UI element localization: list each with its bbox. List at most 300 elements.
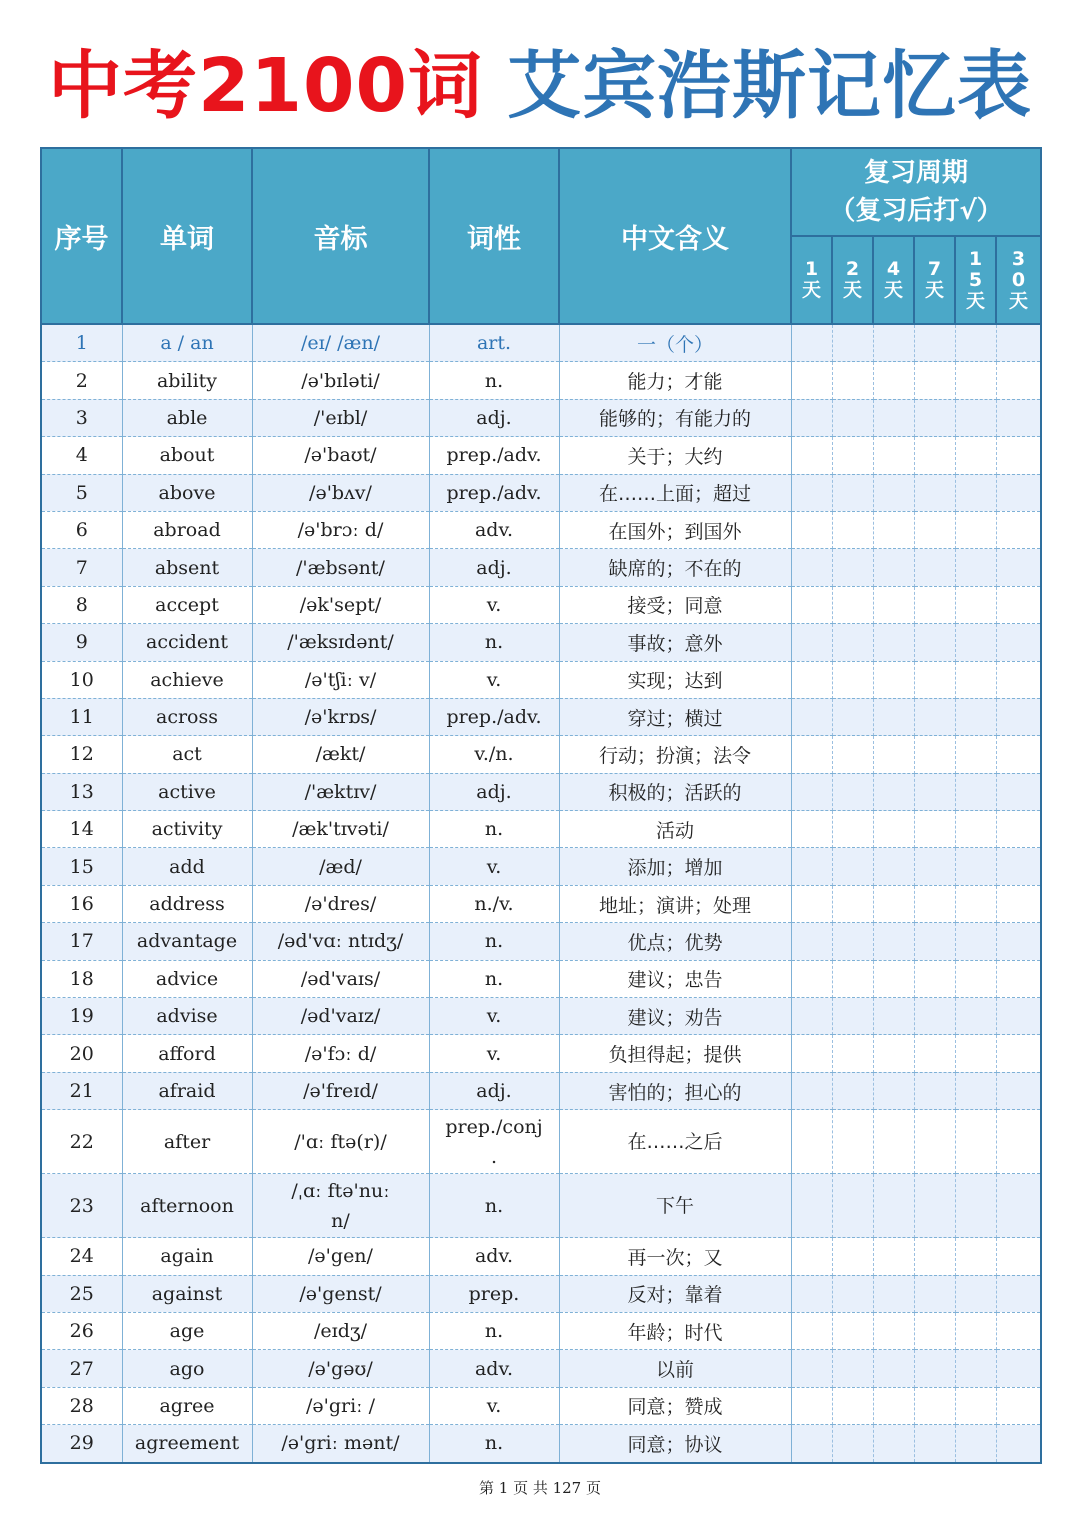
row-word: afford [122, 1035, 252, 1072]
review-day-number: 3 [1011, 247, 1026, 270]
row-phonetic: /ə'freɪd/ [252, 1072, 429, 1109]
review-checkbox-cell[interactable] [791, 1072, 832, 1109]
table-row [41, 923, 1041, 960]
row-meaning: 事故；意外 [559, 624, 791, 661]
review-checkbox-cell[interactable] [955, 773, 996, 810]
review-checkbox-cell[interactable] [873, 324, 914, 362]
review-checkbox-cell[interactable] [914, 474, 955, 511]
review-checkbox-cell[interactable] [955, 1238, 996, 1275]
review-checkbox-cell[interactable] [914, 773, 955, 810]
row-pos: n. [429, 362, 559, 399]
row-meaning: 在国外；到国外 [559, 511, 791, 548]
review-checkbox-cell[interactable] [791, 399, 832, 436]
review-day-number: 4 [886, 258, 901, 280]
row-number: 2 [41, 362, 122, 399]
review-checkbox-cell[interactable] [791, 1425, 832, 1463]
review-checkbox-cell[interactable] [832, 474, 873, 511]
row-phonetic: /'æbsənt/ [252, 549, 429, 586]
review-checkbox-cell[interactable] [996, 624, 1041, 661]
table-row [41, 511, 1041, 548]
row-number: 7 [41, 549, 122, 586]
row-number: 12 [41, 736, 122, 773]
review-checkbox-cell[interactable] [791, 998, 832, 1035]
review-checkbox-cell[interactable] [873, 1238, 914, 1275]
row-pos: v. [429, 586, 559, 623]
review-checkbox-cell[interactable] [873, 549, 914, 586]
review-checkbox-cell[interactable] [955, 324, 996, 362]
review-checkbox-cell[interactable] [996, 549, 1041, 586]
row-word: advantage [122, 923, 252, 960]
review-checkbox-cell[interactable] [996, 773, 1041, 810]
review-checkbox-cell[interactable] [914, 1072, 955, 1109]
title-red: 中考2100词 [48, 43, 483, 129]
review-checkbox-cell[interactable] [791, 1174, 832, 1238]
review-checkbox-cell[interactable] [955, 399, 996, 436]
review-checkbox-cell[interactable] [996, 1035, 1041, 1072]
review-checkbox-cell[interactable] [873, 511, 914, 548]
review-checkbox-cell[interactable] [914, 998, 955, 1035]
review-checkbox-cell[interactable] [832, 698, 873, 735]
review-checkbox-cell[interactable] [955, 960, 996, 997]
review-checkbox-cell[interactable] [955, 1350, 996, 1387]
row-pos: prep. [429, 1275, 559, 1312]
review-checkbox-cell[interactable] [914, 960, 955, 997]
review-checkbox-cell[interactable] [832, 661, 873, 698]
review-checkbox-cell[interactable] [914, 736, 955, 773]
review-checkbox-cell[interactable] [914, 848, 955, 885]
review-checkbox-cell[interactable] [832, 437, 873, 474]
row-phonetic: /əd'vaɪz/ [252, 998, 429, 1035]
review-checkbox-cell[interactable] [996, 1072, 1041, 1109]
review-checkbox-cell[interactable] [832, 811, 873, 848]
review-checkbox-cell[interactable] [873, 960, 914, 997]
review-day-unit: 天 [924, 279, 944, 301]
row-number: 3 [41, 399, 122, 436]
row-meaning: 穿过；横过 [559, 698, 791, 735]
review-checkbox-cell[interactable] [791, 1387, 832, 1424]
row-phonetic: /'æktɪv/ [252, 773, 429, 810]
row-number: 11 [41, 698, 122, 735]
row-phonetic: /æk'tɪvəti/ [252, 811, 429, 848]
review-checkbox-cell[interactable] [873, 624, 914, 661]
row-number: 22 [41, 1110, 122, 1174]
table-row [41, 848, 1041, 885]
row-meaning: 下午 [559, 1174, 791, 1238]
table-row [41, 1350, 1041, 1387]
review-checkbox-cell[interactable] [791, 624, 832, 661]
review-checkbox-cell[interactable] [996, 324, 1041, 362]
review-checkbox-cell[interactable] [996, 511, 1041, 548]
table-row [41, 1387, 1041, 1424]
review-checkbox-cell[interactable] [996, 811, 1041, 848]
review-checkbox-cell[interactable] [832, 1035, 873, 1072]
review-checkbox-cell[interactable] [791, 474, 832, 511]
row-meaning: 建议；劝告 [559, 998, 791, 1035]
review-checkbox-cell[interactable] [791, 1110, 832, 1174]
row-word: advice [122, 960, 252, 997]
review-checkbox-cell[interactable] [832, 998, 873, 1035]
row-meaning: 积极的；活跃的 [559, 773, 791, 810]
review-checkbox-cell[interactable] [873, 1275, 914, 1312]
review-checkbox-cell[interactable] [791, 586, 832, 623]
review-checkbox-cell[interactable] [873, 399, 914, 436]
review-checkbox-cell[interactable] [873, 1387, 914, 1424]
review-checkbox-cell[interactable] [955, 362, 996, 399]
review-checkbox-cell[interactable] [996, 437, 1041, 474]
review-checkbox-cell[interactable] [914, 1312, 955, 1349]
review-checkbox-cell[interactable] [955, 811, 996, 848]
table-row [41, 1035, 1041, 1072]
header-seq: 序号 [41, 148, 122, 324]
review-checkbox-cell[interactable] [996, 586, 1041, 623]
table-row [41, 698, 1041, 735]
review-checkbox-cell[interactable] [873, 1350, 914, 1387]
row-word: activity [122, 811, 252, 848]
review-checkbox-cell[interactable] [914, 1174, 955, 1238]
review-checkbox-cell[interactable] [791, 549, 832, 586]
row-phonetic: /'ɑː ftə(r)/ [252, 1110, 429, 1174]
review-checkbox-cell[interactable] [832, 960, 873, 997]
review-checkbox-cell[interactable] [873, 586, 914, 623]
row-meaning: 接受；同意 [559, 586, 791, 623]
review-checkbox-cell[interactable] [914, 437, 955, 474]
row-phonetic: /əd'vaɪs/ [252, 960, 429, 997]
review-checkbox-cell[interactable] [996, 1387, 1041, 1424]
review-checkbox-cell[interactable] [914, 624, 955, 661]
row-number: 20 [41, 1035, 122, 1072]
review-checkbox-cell[interactable] [914, 1425, 955, 1463]
review-checkbox-cell[interactable] [832, 324, 873, 362]
table-row [41, 549, 1041, 586]
row-phonetic: /ə'dres/ [252, 885, 429, 922]
review-day-header [955, 236, 996, 324]
row-pos: v. [429, 998, 559, 1035]
review-checkbox-cell[interactable] [955, 437, 996, 474]
review-checkbox-cell[interactable] [955, 661, 996, 698]
review-checkbox-cell[interactable] [914, 549, 955, 586]
review-checkbox-cell[interactable] [914, 1238, 955, 1275]
row-number: 13 [41, 773, 122, 810]
review-checkbox-cell[interactable] [914, 399, 955, 436]
header-review-period [791, 148, 1041, 236]
row-phonetic: /ə'griː mənt/ [252, 1425, 429, 1463]
review-checkbox-cell[interactable] [791, 960, 832, 997]
review-checkbox-cell[interactable] [791, 437, 832, 474]
review-checkbox-cell[interactable] [791, 923, 832, 960]
row-pos: adv. [429, 1350, 559, 1387]
review-checkbox-cell[interactable] [832, 362, 873, 399]
row-meaning: 优点；优势 [559, 923, 791, 960]
review-checkbox-cell[interactable] [955, 474, 996, 511]
review-checkbox-cell[interactable] [914, 1350, 955, 1387]
review-checkbox-cell[interactable] [996, 1174, 1041, 1238]
review-checkbox-cell[interactable] [996, 923, 1041, 960]
review-checkbox-cell[interactable] [832, 1312, 873, 1349]
review-checkbox-cell[interactable] [832, 1350, 873, 1387]
row-word: afraid [122, 1072, 252, 1109]
row-number: 27 [41, 1350, 122, 1387]
row-word: active [122, 773, 252, 810]
review-checkbox-cell[interactable] [996, 848, 1041, 885]
review-checkbox-cell[interactable] [873, 1312, 914, 1349]
row-pos: adv. [429, 1238, 559, 1275]
review-checkbox-cell[interactable] [996, 1238, 1041, 1275]
review-checkbox-cell[interactable] [955, 511, 996, 548]
review-checkbox-cell[interactable] [832, 923, 873, 960]
review-checkbox-cell[interactable] [996, 1275, 1041, 1312]
review-checkbox-cell[interactable] [873, 1174, 914, 1238]
review-checkbox-cell[interactable] [955, 1035, 996, 1072]
review-checkbox-cell[interactable] [791, 736, 832, 773]
review-checkbox-cell[interactable] [791, 1035, 832, 1072]
row-phonetic: /ə'bʌv/ [252, 474, 429, 511]
row-meaning: 以前 [559, 1350, 791, 1387]
table-row [41, 1174, 1041, 1238]
review-checkbox-cell[interactable] [832, 885, 873, 922]
review-checkbox-cell[interactable] [832, 736, 873, 773]
review-checkbox-cell[interactable] [955, 1425, 996, 1463]
review-checkbox-cell[interactable] [873, 998, 914, 1035]
review-checkbox-cell[interactable] [955, 624, 996, 661]
review-checkbox-cell[interactable] [873, 474, 914, 511]
review-checkbox-cell[interactable] [791, 1350, 832, 1387]
row-pos: prep./conj . [429, 1110, 559, 1174]
row-word: accept [122, 586, 252, 623]
row-word: about [122, 437, 252, 474]
review-checkbox-cell[interactable] [914, 586, 955, 623]
review-checkbox-cell[interactable] [914, 885, 955, 922]
review-checkbox-cell[interactable] [791, 511, 832, 548]
row-number: 9 [41, 624, 122, 661]
review-checkbox-cell[interactable] [791, 324, 832, 362]
review-checkbox-cell[interactable] [914, 1275, 955, 1312]
review-day-unit: 天 [883, 279, 903, 301]
review-checkbox-cell[interactable] [914, 1387, 955, 1424]
table-row [41, 1312, 1041, 1349]
review-checkbox-cell[interactable] [996, 474, 1041, 511]
table-row [41, 1238, 1041, 1275]
table-row [41, 885, 1041, 922]
review-checkbox-cell[interactable] [873, 437, 914, 474]
row-word: afternoon [122, 1174, 252, 1238]
row-number: 1 [41, 324, 122, 362]
review-checkbox-cell[interactable] [955, 698, 996, 735]
row-phonetic: /ə'griː / [252, 1387, 429, 1424]
row-phonetic: /ə'baʊt/ [252, 437, 429, 474]
row-number: 29 [41, 1425, 122, 1463]
review-checkbox-cell[interactable] [832, 511, 873, 548]
review-checkbox-cell[interactable] [996, 960, 1041, 997]
row-meaning: 害怕的；担心的 [559, 1072, 791, 1109]
review-checkbox-cell[interactable] [873, 661, 914, 698]
row-meaning: 年龄；时代 [559, 1312, 791, 1349]
review-checkbox-cell[interactable] [873, 773, 914, 810]
table-row [41, 437, 1041, 474]
review-checkbox-cell[interactable] [832, 624, 873, 661]
review-checkbox-cell[interactable] [996, 698, 1041, 735]
table-row [41, 960, 1041, 997]
review-checkbox-cell[interactable] [832, 549, 873, 586]
review-checkbox-cell[interactable] [873, 1110, 914, 1174]
review-checkbox-cell[interactable] [955, 848, 996, 885]
row-number: 21 [41, 1072, 122, 1109]
header-phonetic: 音标 [252, 148, 429, 324]
row-number: 6 [41, 511, 122, 548]
review-checkbox-cell[interactable] [832, 586, 873, 623]
review-checkbox-cell[interactable] [955, 1072, 996, 1109]
row-pos: n./v. [429, 885, 559, 922]
review-checkbox-cell[interactable] [955, 1174, 996, 1238]
row-pos: adj. [429, 773, 559, 810]
review-checkbox-cell[interactable] [914, 698, 955, 735]
table-row [41, 998, 1041, 1035]
review-checkbox-cell[interactable] [791, 885, 832, 922]
review-day-unit: 天 [842, 279, 862, 301]
row-pos: adj. [429, 1072, 559, 1109]
row-meaning: 反对；靠着 [559, 1275, 791, 1312]
row-pos: n. [429, 1425, 559, 1463]
review-checkbox-cell[interactable] [791, 661, 832, 698]
row-meaning: 在……之后 [559, 1110, 791, 1174]
review-checkbox-cell[interactable] [832, 399, 873, 436]
review-checkbox-cell[interactable] [955, 923, 996, 960]
page-footer: 第 1 页 共 127 页 [478, 1479, 601, 1497]
row-word: a / an [122, 324, 252, 362]
row-word: against [122, 1275, 252, 1312]
review-checkbox-cell[interactable] [955, 586, 996, 623]
review-checkbox-cell[interactable] [914, 923, 955, 960]
review-checkbox-cell[interactable] [955, 549, 996, 586]
review-checkbox-cell[interactable] [873, 1072, 914, 1109]
review-checkbox-cell[interactable] [832, 1275, 873, 1312]
row-phonetic: /ək'sept/ [252, 586, 429, 623]
review-day-number: 5 [968, 268, 983, 291]
row-meaning: 在……上面；超过 [559, 474, 791, 511]
review-checkbox-cell[interactable] [832, 1174, 873, 1238]
review-checkbox-cell[interactable] [873, 923, 914, 960]
review-checkbox-cell[interactable] [873, 698, 914, 735]
review-checkbox-cell[interactable] [791, 698, 832, 735]
row-meaning: 行动；扮演；法令 [559, 736, 791, 773]
review-checkbox-cell[interactable] [914, 1110, 955, 1174]
review-day-header [791, 236, 832, 324]
review-checkbox-cell[interactable] [791, 811, 832, 848]
vocabulary-table [40, 147, 1042, 1464]
review-checkbox-cell[interactable] [832, 1238, 873, 1275]
row-meaning: 同意；协议 [559, 1425, 791, 1463]
row-phonetic: /ə'krɒs/ [252, 698, 429, 735]
review-checkbox-cell[interactable] [955, 885, 996, 922]
review-checkbox-cell[interactable] [996, 998, 1041, 1035]
row-word: age [122, 1312, 252, 1349]
review-checkbox-cell[interactable] [914, 511, 955, 548]
row-pos: v./n. [429, 736, 559, 773]
row-number: 19 [41, 998, 122, 1035]
review-checkbox-cell[interactable] [996, 885, 1041, 922]
row-phonetic: /æd/ [252, 848, 429, 885]
review-checkbox-cell[interactable] [996, 1110, 1041, 1174]
review-checkbox-cell[interactable] [873, 1035, 914, 1072]
review-checkbox-cell[interactable] [955, 1275, 996, 1312]
row-phonetic: /ə'tʃiː v/ [252, 661, 429, 698]
review-checkbox-cell[interactable] [996, 1425, 1041, 1463]
review-checkbox-cell[interactable] [996, 1350, 1041, 1387]
row-meaning: 活动 [559, 811, 791, 848]
review-checkbox-cell[interactable] [955, 1312, 996, 1349]
review-checkbox-cell[interactable] [914, 324, 955, 362]
review-checkbox-cell[interactable] [996, 399, 1041, 436]
review-checkbox-cell[interactable] [914, 362, 955, 399]
review-checkbox-cell[interactable] [832, 773, 873, 810]
row-phonetic: /ə'gen/ [252, 1238, 429, 1275]
review-checkbox-cell[interactable] [873, 811, 914, 848]
review-checkbox-cell[interactable] [955, 736, 996, 773]
review-checkbox-cell[interactable] [873, 362, 914, 399]
review-checkbox-cell[interactable] [791, 1238, 832, 1275]
row-number: 10 [41, 661, 122, 698]
row-number: 18 [41, 960, 122, 997]
row-phonetic: /'æksɪdənt/ [252, 624, 429, 661]
review-checkbox-cell[interactable] [873, 848, 914, 885]
review-checkbox-cell[interactable] [873, 736, 914, 773]
review-checkbox-cell[interactable] [996, 1312, 1041, 1349]
review-checkbox-cell[interactable] [791, 362, 832, 399]
review-checkbox-cell[interactable] [832, 1110, 873, 1174]
title-blue: 艾宾浩斯记忆表 [506, 43, 1032, 129]
review-checkbox-cell[interactable] [832, 1387, 873, 1424]
review-checkbox-cell[interactable] [791, 1275, 832, 1312]
review-checkbox-cell[interactable] [791, 1312, 832, 1349]
review-checkbox-cell[interactable] [914, 811, 955, 848]
row-number: 4 [41, 437, 122, 474]
row-meaning: 负担得起；提供 [559, 1035, 791, 1072]
review-checkbox-cell[interactable] [832, 1072, 873, 1109]
row-meaning: 建议；忠告 [559, 960, 791, 997]
row-pos: v. [429, 661, 559, 698]
review-checkbox-cell[interactable] [996, 362, 1041, 399]
review-checkbox-cell[interactable] [791, 773, 832, 810]
row-number: 14 [41, 811, 122, 848]
review-checkbox-cell[interactable] [791, 848, 832, 885]
review-day-header [996, 236, 1041, 324]
row-meaning: 添加；增加 [559, 848, 791, 885]
row-meaning: 再一次；又 [559, 1238, 791, 1275]
review-checkbox-cell[interactable] [832, 848, 873, 885]
review-checkbox-cell[interactable] [955, 998, 996, 1035]
row-pos: v. [429, 1387, 559, 1424]
row-word: abroad [122, 511, 252, 548]
review-checkbox-cell[interactable] [914, 661, 955, 698]
review-checkbox-cell[interactable] [873, 885, 914, 922]
review-checkbox-cell[interactable] [832, 1425, 873, 1463]
row-number: 23 [41, 1174, 122, 1238]
review-checkbox-cell[interactable] [955, 1387, 996, 1424]
page-title [0, 38, 1080, 134]
row-number: 25 [41, 1275, 122, 1312]
review-checkbox-cell[interactable] [955, 1110, 996, 1174]
review-day-header [914, 236, 955, 324]
review-checkbox-cell[interactable] [873, 1425, 914, 1463]
row-pos: n. [429, 811, 559, 848]
review-checkbox-cell[interactable] [996, 661, 1041, 698]
review-day-unit: 天 [965, 289, 985, 312]
row-word: across [122, 698, 252, 735]
review-checkbox-cell[interactable] [914, 1035, 955, 1072]
review-checkbox-cell[interactable] [996, 736, 1041, 773]
review-day-header [873, 236, 914, 324]
row-word: agree [122, 1387, 252, 1424]
table-row [41, 362, 1041, 399]
